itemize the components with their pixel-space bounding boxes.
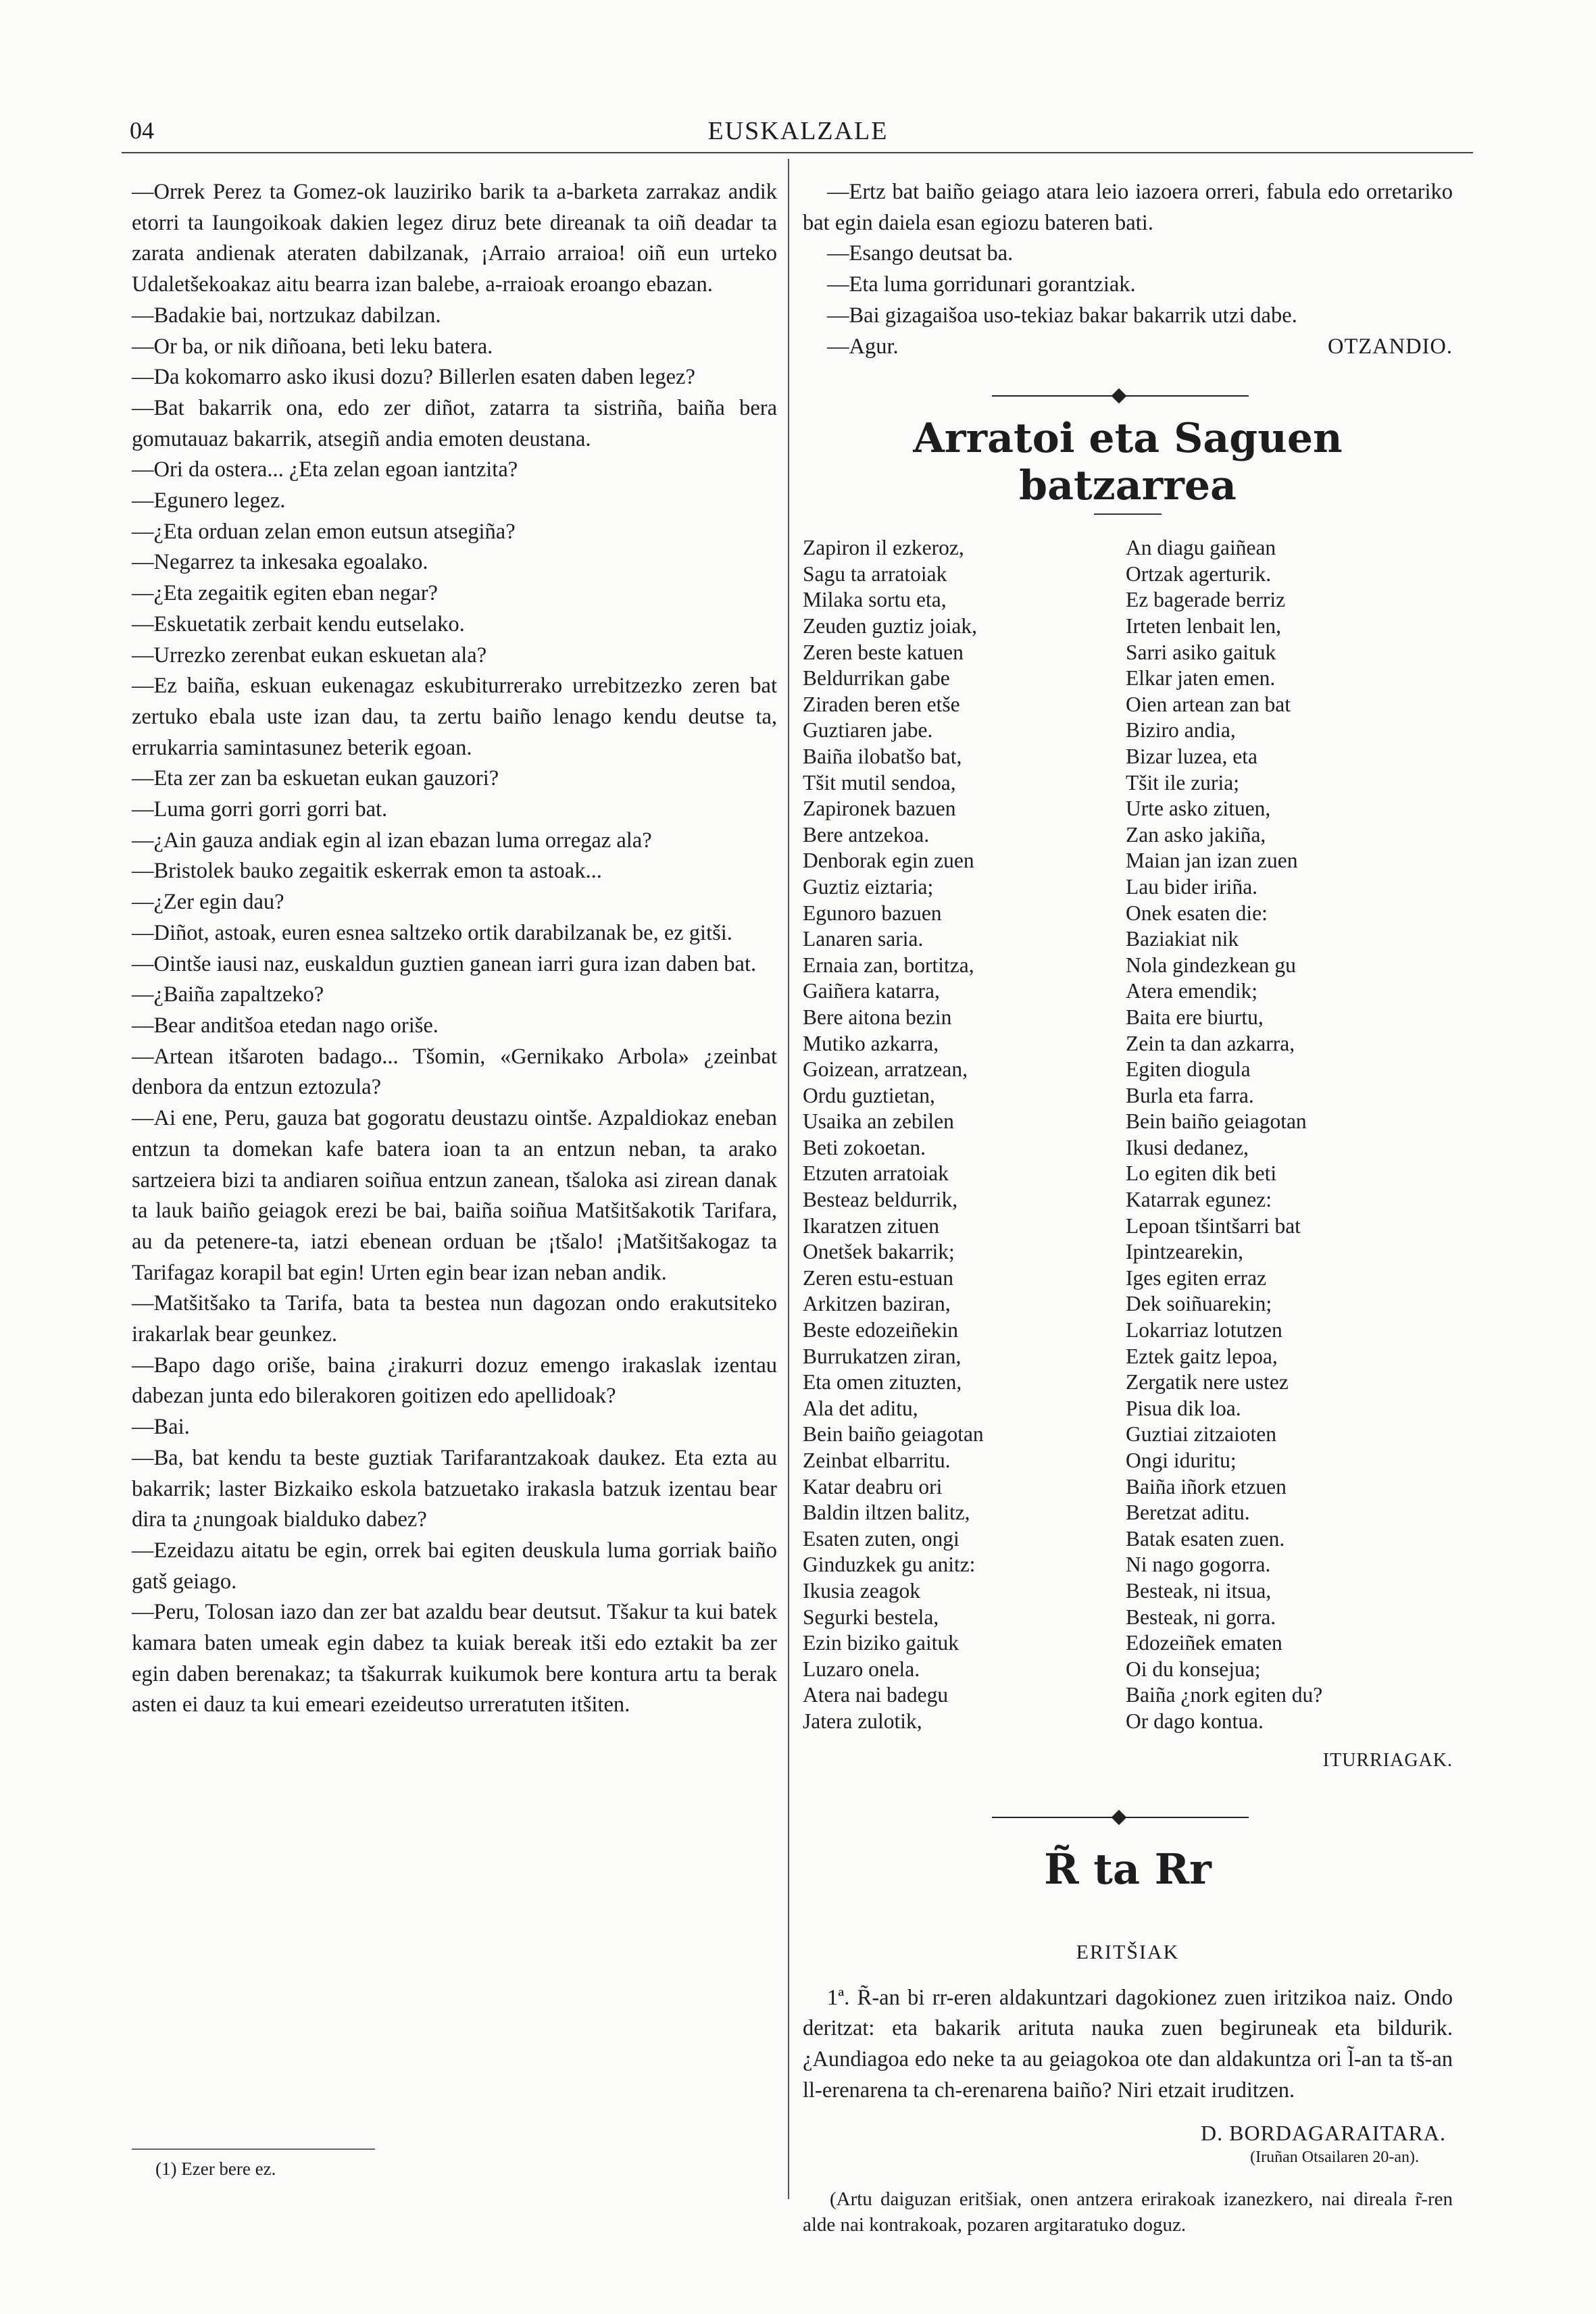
- poem-line: Irteten lenbait len,: [1126, 614, 1282, 638]
- dialogue-paragraph: —Bapo dago oriše, baina ¿irakurri dozuz emengo irakaslak izentau dabezan junta edo bilerakoren goitizen edo apellidoak?: [132, 1353, 777, 1409]
- poem-line: Atera emendik;: [1126, 979, 1258, 1003]
- article-body: 1ª. R̃-an bi rr-eren aldakuntzari dagokionez zuen iritzikoa naiz. Ondo deritzat: eta bakarik aritutа nauka zuen begiruneak eta bildurik. ¿Aundiagoa edo neke ta au geiagokoa ote dan aldakuntza ori l̃-an ta tš-an ll-erenarena ta ch-erenarena baiño? Niri etzait iruditzen.: [803, 1985, 1453, 2103]
- poem-line: Sagu ta arratoiak: [803, 561, 947, 586]
- poem-line: Besteak, ni itsua,: [1126, 1578, 1272, 1603]
- farewell-text: —Agur.: [827, 334, 899, 359]
- poem-line: Eztek gaitz lepoa,: [1126, 1344, 1278, 1368]
- dialogue-paragraph: —Artean itšaroten badago... Tšomin, «Gernikako Arbola» ¿zeinbat denbora da entzun eztozula?: [132, 1044, 777, 1100]
- dialogue-paragraph: —Ba, bat kendu ta beste guztiak Tarifarantzakoak daukez. Eta ezta au bakarrik; laster Bizkaiko eskola batzuetako irakasla batzuk izentau bear dira ta ¿nungoak bialduko dabez?: [132, 1445, 777, 1532]
- dialogue-paragraph: —Diñot, astoak, euren esnea saltzeko ortik darabilzanak be, ez gitši.: [132, 920, 732, 945]
- left-column: [132, 177, 777, 1721]
- poem-line: Zeuden guztiz joiak,: [803, 614, 978, 638]
- footnote: (1) Ezer bere ez.: [155, 2159, 276, 2179]
- poem-line: Usaika an zebilen: [803, 1109, 954, 1134]
- poem-line: Urte asko zituen,: [1126, 797, 1271, 821]
- dialogue-paragraph: —Or ba, or nik diñoana, beti leku batera.: [132, 334, 493, 359]
- poem-line: Oi du konsejua;: [1126, 1657, 1261, 1681]
- dialogue-paragraph: —¿Baiña zapaltzeko?: [132, 982, 324, 1007]
- poem-line: Guztiz eiztaria;: [803, 874, 934, 899]
- ornament-divider: [803, 1804, 1453, 1831]
- editor-note: (Artu daiguzan eritšiak, onen antzera erirakoak izanezkero, nai direala r̃-ren alde nai kontrakoak, pozaren argitaratuko doguz.: [803, 2188, 1453, 2236]
- poem-line: Zeinbat elbarritu.: [803, 1449, 951, 1472]
- header-rule: [122, 152, 1473, 153]
- poem-line: Ni nago gogorra.: [1126, 1553, 1271, 1577]
- poem-line: Jatera zulotik,: [803, 1709, 922, 1733]
- poem-line: Baita ere biurtu,: [1126, 1005, 1264, 1029]
- poem-column-right: [1126, 535, 1450, 1734]
- dialogue-paragraph: —Orrek Perez ta Gomez-ok lauziriko barik ta a-barketa zarrakaz andik etorri ta Iaungoikoak dakien legez diruz bete direanak ta oiñ deadar ta zarata andienak ateraten dabilzanak, ¡Arraio arraioa! oiñ eun urteko Udaletšekoakaz aitu bearra izan balebe, a-rraioak eroango ebazan.: [132, 180, 777, 297]
- poem-line: Bein baiño geiagotan: [1126, 1109, 1307, 1134]
- article-subhead: ERITŠIAK: [1076, 1940, 1180, 1963]
- poem-line: Esaten zuten, ongi: [803, 1526, 959, 1551]
- farewell-row: [803, 332, 1453, 363]
- poem-line: Arkitzen baziran,: [803, 1292, 951, 1316]
- poem-line: Baldin iltzen balitz,: [803, 1501, 970, 1525]
- poem-line: Katarrak egunez:: [1126, 1188, 1272, 1212]
- author-signature: ITURRIAGAK.: [1322, 1749, 1453, 1771]
- dialogue-paragraph: —Bear anditšoa etedan nago oriše.: [132, 1013, 439, 1038]
- poem-line: Gaiñera katarra,: [803, 979, 940, 1003]
- poem-line: Oien artean zan bat: [1126, 692, 1291, 716]
- dialogue-paragraph: —Esango deutsat ba.: [827, 241, 1014, 266]
- poem-line: Zapiron il ezkeroz,: [803, 536, 964, 560]
- poem-line: Mutiko azkarra,: [803, 1031, 939, 1055]
- poem-line: Denborak egin zuen: [803, 849, 974, 873]
- poem-line: Beldurrikan gabe: [803, 666, 950, 690]
- dialogue-paragraph: —Negarrez ta inkesaka egoalako.: [132, 550, 428, 575]
- poem-line: Bere aitona bezin: [803, 1005, 952, 1029]
- poem-line: Ikusia zeagok: [803, 1578, 921, 1603]
- dialogue-paragraph: —Ez baiña, eskuan eukenagaz eskubiturrerako urrebitzezko zeren bat zertuko ebala uste izan dau, ta zertu baiño lenago kendu deutse ta, errukarria samintasunez beterik egoan.: [132, 674, 777, 760]
- poem-line: An diagu gaiñean: [1126, 536, 1276, 560]
- poem-line: Besteak, ni gorra.: [1126, 1605, 1276, 1629]
- poem-line: Beti zokoetan.: [803, 1135, 926, 1159]
- poem-line: Egiten diogula: [1126, 1057, 1251, 1082]
- dialogue-paragraph: —¿Ain gauza andiak egin al izan ebazan luma orregaz ala?: [132, 828, 652, 853]
- poem-line: Zeren estu-estuan: [803, 1265, 954, 1290]
- poem-line: Guztiai zitzaioten: [1126, 1422, 1277, 1447]
- poem-line: Ipintzearekin,: [1126, 1240, 1244, 1264]
- page-number: 04: [130, 117, 154, 144]
- poem-line: Baziakiat nik: [1126, 927, 1239, 951]
- dialogue-paragraph: —Matšitšako ta Tarifa, bata ta bestea nun dagozan ondo erakutsiteko irakarlak bear geunkez.: [132, 1291, 777, 1347]
- poem-line: Or dago kontua.: [1126, 1709, 1264, 1733]
- poem-line: Ziraden beren etše: [803, 692, 960, 716]
- article-title: R̃ ta Rr: [1044, 1844, 1212, 1894]
- poem-line: Tšit ile zuria;: [1126, 770, 1239, 795]
- poem-line: Beretzat aditu.: [1126, 1501, 1250, 1525]
- poem-line: Elkar jaten emen.: [1126, 666, 1276, 690]
- poem-line: Nola gindezkean gu: [1126, 953, 1296, 977]
- poem-line: Burrukatzen ziran,: [803, 1344, 962, 1368]
- poem-line: Goizean, arratzean,: [803, 1057, 968, 1082]
- poem-line: Onetšek bakarrik;: [803, 1240, 955, 1264]
- signature-date: (Iruñan Otsailaren 20-an).: [1250, 2148, 1419, 2167]
- poem-line: Maian jan izan zuen: [1126, 849, 1298, 873]
- poem-line: Ordu guztietan,: [803, 1083, 935, 1107]
- dialogue-paragraph: —¿Eta orduan zelan emon eutsun atsegiña?: [132, 519, 516, 544]
- dialogue-paragraph: —¿Zer egin dau?: [132, 890, 284, 915]
- dialogue-paragraph: —Bat bakarrik ona, edo zer diñot, zatarra ta sistriña, baiña bera gomutauaz bakarrik, atsegiñ andia emoten deustana.: [132, 395, 777, 451]
- poem-line: Zein ta dan azkarra,: [1126, 1031, 1295, 1055]
- poem-line: Ginduzkek gu anitz:: [803, 1553, 976, 1577]
- poem-line: Egunoro bazuen: [803, 901, 942, 925]
- poem-line: Baiña ¿nork egiten du?: [1126, 1683, 1323, 1707]
- poem-line: Katar deabru ori: [803, 1474, 943, 1499]
- poem-line: Baiña iñork etzuen: [1126, 1474, 1287, 1499]
- poem-line: Guztiaren jabe.: [803, 718, 933, 743]
- dialogue-paragraph: —Luma gorri gorri gorri bat.: [132, 797, 388, 822]
- author-signature: OTZANDIO.: [1327, 334, 1453, 359]
- poem-line: Lanaren saria.: [803, 927, 924, 951]
- dialogue-paragraph: —¿Eta zegaitik egiten eban negar?: [132, 581, 438, 606]
- poem-line: Tšit mutil sendoa,: [803, 770, 956, 795]
- poem-line: Luzaro onela.: [803, 1657, 920, 1681]
- poem-line: Ongi iduritu;: [1126, 1449, 1237, 1472]
- poem: [803, 535, 1453, 1734]
- dialogue-paragraph: —Ezeidazu aitatu be egin, orrek bai egiten deuskula luma gorriak baiño gatš geiago.: [132, 1538, 777, 1594]
- dialogue-paragraph: —Peru, Tolosan iazo dan zer bat azaldu bear deutsut. Tšakur ta kui batek kamara baten umeak egin dabez ta kuiak bereak itši edo eztakit ba zer egin daben berenakaz; ta tšakurrak kuikumok bere kontura artu ta berak asten ei dauz ta kui emeari ezeideutso urreratuten itšiten.: [132, 1600, 777, 1717]
- poem-line: Dek soiñuarekin;: [1126, 1292, 1272, 1316]
- dialogue-paragraph: —Ertz bat baiño geiago atara leio iazoera orreri, fabula edo orretariko bat egin daiela esan egiozu bateren bati.: [803, 180, 1453, 235]
- poem-line: Ikusi dedanez,: [1126, 1135, 1249, 1159]
- ornament-divider: [803, 382, 1453, 409]
- poem-line: Beste edozeiñekin: [803, 1318, 959, 1342]
- dialogue-paragraph: —Bristolek bauko zegaitik eskerrak emon ta astoak...: [132, 859, 602, 884]
- dialogue-paragraph: —Ointše iausi naz, euskaldun guztien ganean iarri gura izan daben bat.: [132, 951, 757, 976]
- title-rule: [1094, 513, 1162, 515]
- author-signature: D. BORDAGARAITARA.: [1201, 2121, 1446, 2146]
- poem-line: Bein baiño geiagotan: [803, 1422, 984, 1447]
- dialogue-paragraph: —Ori da ostera... ¿Eta zelan egoan iantzita?: [132, 457, 518, 482]
- poem-title: Arratoi eta Saguen batzarrea: [913, 415, 1343, 510]
- dialogue-paragraph: —Urrezko zerenbat eukan eskuetan ala?: [132, 643, 487, 668]
- running-title: EUSKALZALE: [707, 117, 889, 145]
- column-divider: [788, 159, 789, 2199]
- poem-line: Bere antzekoa.: [803, 822, 930, 847]
- poem-line: Etzuten arratoiak: [803, 1161, 949, 1186]
- poem-line: Ortzak agerturik.: [1126, 561, 1272, 586]
- poem-line: Eta omen zituzten,: [803, 1370, 962, 1394]
- poem-column-left: [803, 535, 1126, 1734]
- poem-line: Sarri asiko gaituk: [1126, 640, 1276, 664]
- poem-line: Milaka sortu eta,: [803, 588, 947, 612]
- poem-line: Lokarriaz lotutzen: [1126, 1318, 1282, 1342]
- poem-line: Segurki bestela,: [803, 1605, 939, 1629]
- poem-line: Pisua dik loa.: [1126, 1396, 1241, 1420]
- poem-line: Batak esaten zuen.: [1126, 1526, 1285, 1551]
- dialogue-paragraph: —Badakie bai, nortzukaz dabilzan.: [132, 303, 441, 328]
- poem-line: Ezin biziko gaituk: [803, 1631, 959, 1655]
- dialogue-paragraph: —Eskuetatik zerbait kendu eutselako.: [132, 611, 465, 636]
- dialogue-paragraph: —Ai ene, Peru, gauza bat gogoratu deustazu ointše. Azpaldiokaz eneban entzun ta domekan kafe batera ioan ta an entzun neban, ta arako sartzeiera bizi ta andiaren soiñua entzun zanean, tšaloka asi zirean danak ta lauk baiño geiagok erezi be bai, baiña soiñua Matšitšakotik Tarifara, au da petenere-ta, iatzi ebenean orduan be ¡tšalo! ¡Matšitšakogaz ta Tarifagaz korapil bat egin! Urten egin bear izan neban andik.: [132, 1106, 777, 1285]
- poem-line: Onek esaten die:: [1126, 901, 1268, 925]
- poem-line: Lo egiten dik beti: [1126, 1161, 1277, 1186]
- dialogue-paragraph: —Eta luma gorridunari gorantziak.: [827, 272, 1136, 297]
- poem-line: Zergatik nere ustez: [1126, 1370, 1289, 1394]
- poem-line: Lepoan tšintšarri bat: [1126, 1213, 1301, 1238]
- poem-line: Ernaia zan, bortitza,: [803, 953, 974, 977]
- poem-line: Besteaz beldurrik,: [803, 1188, 958, 1212]
- poem-line: Zan asko jakiña,: [1126, 822, 1266, 847]
- dialogue-paragraph: —Bai gizagaišoa uso-tekiaz bakar bakarrik utzi dabe.: [827, 303, 1297, 328]
- dialogue-paragraph: —Da kokomarro asko ikusi dozu? Billerlen esaten daben legez?: [132, 365, 695, 390]
- dialogue-paragraph: —Eta zer zan ba eskuetan eukan gauzori?: [132, 766, 499, 791]
- poem-line: Ez bagerade berriz: [1126, 588, 1286, 612]
- poem-line: Lau bider iriña.: [1126, 874, 1258, 899]
- right-column: [803, 177, 1453, 2257]
- poem-line: Zapironek bazuen: [803, 797, 956, 821]
- poem-line: Baiña ilobatšo bat,: [803, 744, 962, 768]
- dialogue-paragraph: —Egunero legez.: [132, 488, 286, 513]
- footnote-rule: [132, 2148, 375, 2150]
- poem-line: Biziro andia,: [1126, 718, 1236, 743]
- poem-line: Ala det aditu,: [803, 1396, 918, 1420]
- poem-line: Burla eta farra.: [1126, 1083, 1254, 1107]
- poem-line: Edozeiñek ematen: [1126, 1631, 1282, 1655]
- poem-line: Iges egiten erraz: [1126, 1265, 1267, 1290]
- poem-line: Atera nai badegu: [803, 1683, 949, 1707]
- poem-line: Bizar luzea, eta: [1126, 744, 1257, 768]
- poem-line: Ikaratzen zituen: [803, 1213, 939, 1238]
- dialogue-paragraph: —Bai.: [132, 1415, 190, 1440]
- poem-line: Zeren beste katuen: [803, 640, 964, 664]
